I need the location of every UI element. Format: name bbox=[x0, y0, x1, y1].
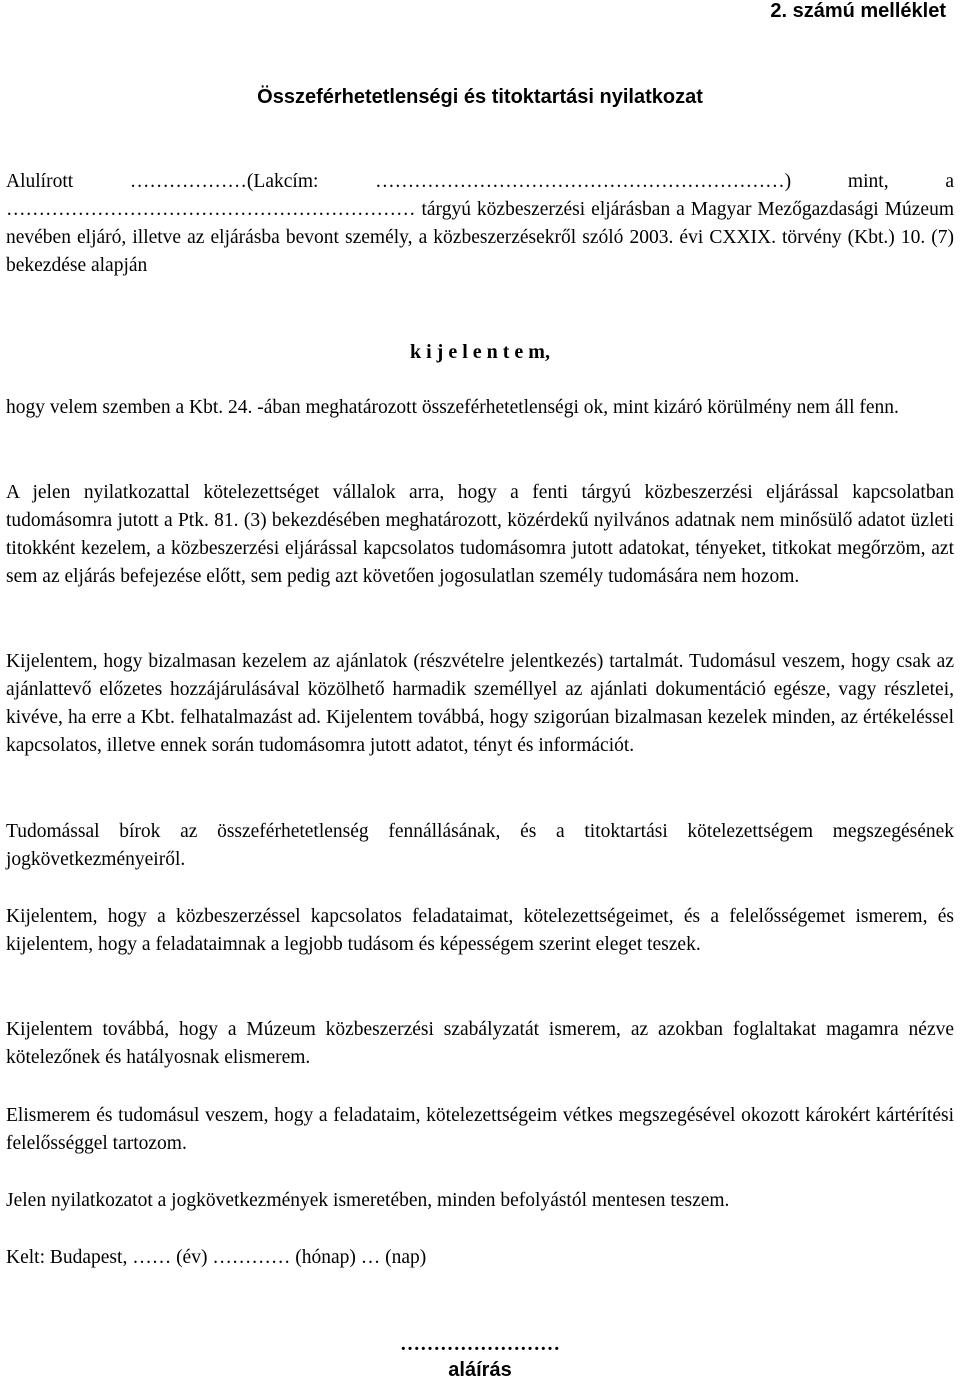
paragraph-consequences: Tudomással bírok az összeférhetetlenség fennállásának, és a titoktartási kötelezettségem megszegésének jogkövetkezményeiről. bbox=[6, 821, 954, 870]
paragraph-damages: Elismerem és tudomásul veszem, hogy a feladataim, kötelezettségeim vétkes megszegésével okozott károkért kártérítési felelősséggel tartozom. bbox=[6, 1105, 954, 1154]
signature-line: …………………… bbox=[400, 1333, 560, 1355]
paragraph-conflict: hogy velem szemben a Kbt. 24. -ában meghatározott összeférhetetlenségi ok, mint kizáró körülmény nem áll fenn. bbox=[6, 397, 899, 418]
declaration-heading: k i j e l e n t e m, bbox=[410, 341, 550, 363]
paragraph-confidentiality: A jelen nyilatkozattal kötelezettséget vállalok arra, hogy a fenti tárgyú közbeszerzési eljárással kapcsolatban tudomásomra jutott a Ptk. 81. (3) bekezdésében meghatározott, közérdekű nyilvános adatnak nem minősülő adatot üzleti titokként kezelem, a közbeszerzési eljárással kapcsolatos tudomásomra jutott adatokat, tényeket, titkokat megőrzöm, azt sem az eljárás befejezése előtt, sem pedig azt követően jogosulatlan személy tudomására nem hozom. bbox=[6, 482, 954, 587]
annex-label: 2. számú melléklet bbox=[770, 0, 946, 22]
paragraph-statement: Jelen nyilatkozatot a jogkövetkezmények ismeretében, minden befolyástól mentesen teszem. bbox=[6, 1190, 730, 1211]
signature-label: aláírás bbox=[448, 1359, 512, 1381]
paragraph-regulations: Kijelentem továbbá, hogy a Múzeum közbeszerzési szabályzatát ismerem, az azokban foglaltakat magamra nézve kötelezőnek és hatályosnak elismerem. bbox=[6, 1019, 954, 1068]
paragraph-responsibilities: Kijelentem, hogy a közbeszerzéssel kapcsolatos feladataimat, kötelezettségeimet, és a felelősségemet ismerem, és kijelentem, hogy a feladataimnak a legjobb tudásom és képességem szerint eleget teszek. bbox=[6, 906, 954, 955]
document-title: Összeférhetetlenségi és titoktartási nyilatkozat bbox=[257, 86, 703, 108]
date-line: Kelt: Budapest, …… (év) ………… (hónap) … (nap) bbox=[6, 1247, 427, 1268]
paragraph-offers: Kijelentem, hogy bizalmasan kezelem az ajánlatok (részvételre jelentkezés) tartalmát. Tudomásul veszem, hogy csak az ajánlattevő előzetes hozzájárulásával közölhető harmadik személlyel az ajánlati dokumentáció egésze, vagy részletei, kivéve, ha erre a Kbt. felhatalmazást ad. Kijelentem továbbá, hogy szigorúan bizalmasan kezelek minden, az értékeléssel kapcsolatos, illetve ennek során tudomásomra jutott adatot, tényt és információt. bbox=[6, 651, 954, 756]
intro-paragraph: Alulírott ………………(Lakcím: ………………………………………………………) mint, a ……………………………………………………… tárgyú közbeszerzési eljárásban a Magyar Mezőgazdasági Múzeum nevében eljáró, illetve az eljárásba bevont személy, a közbeszerzésekről szóló 2003. évi CXXIX. törvény (Kbt.) 10. (7) bekezdése alapján bbox=[6, 171, 954, 276]
